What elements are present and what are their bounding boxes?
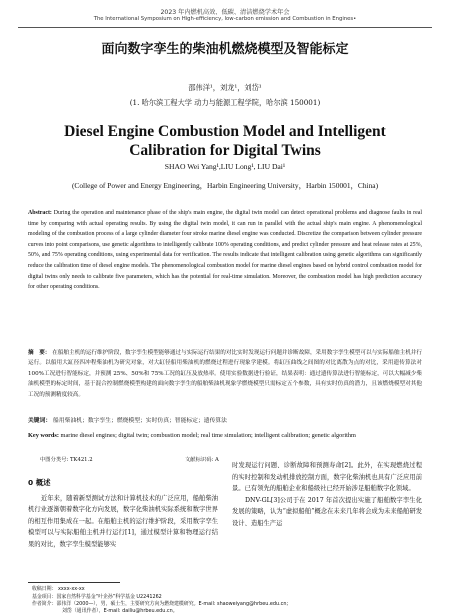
authors-en: SHAO Wei Yang¹,LIU Long¹, LIU Dai¹ [164, 162, 286, 171]
classification-number: 中图分类号: TK421.2 [40, 457, 93, 463]
section-heading: 0 概述 [28, 478, 51, 487]
title-cn: 面向数字孪生的柴油机燃烧模型及智能标定 [101, 42, 349, 57]
title-en-line2: Calibration for Digital Twins [129, 142, 321, 159]
document-code: 文献标识码: A [185, 457, 219, 463]
footnote-fund: 基金项目：国家自然科学基金“叶企孙”科学基金 U2241262 [32, 594, 162, 600]
abstract-en-text: During the operation and maintenance phase of the ship's main engine, the digital twin model can detect operational problems and diagnose faults in real time by comparing with actual operating results. By using the digital twin model, it can run in parallel with the actual ship's main engine. A phenomenological modeling of the combustion process of a large cylinder diameter four stroke marine diesel engine was conducted. Discretize the comparison between cylinder pressure curves into point comparisons, use genetic algorithms to intelligently calibrate 100% operating conditions, and predict cylinder pressure and heat release rates at 25%, 50%, and 75% operating conditions, using experimental data for verification. The results indicate that intelligent calibration using genetic algorithms can significantly reduce the calibration time of diesel engine models. The phenomenological combustion model for marine diesel engines based on hybrid control combustion model for digital twins only needs to calibrate five parameters, which has the potential for real-time simulation. Moreover, the combustion model has high prediction accuracy for other operating conditions. [28, 210, 422, 291]
body-column-left [28, 477, 218, 550]
footnote-corresponding: 刘岱（通讯作者），E-mail: dailiu@hrbeu.edu.cn。 [62, 608, 178, 614]
affiliation-cn: (1. 哈尔滨工程大学 动力与能源工程学院，哈尔滨 150001) [129, 98, 321, 107]
keywords-cn-label: 关键词： [28, 418, 52, 424]
abstract-cn [28, 348, 422, 400]
footnote-received: 收稿日期： xxxx-xx-xx [32, 586, 85, 592]
keywords-en-label: Key words: [28, 432, 59, 439]
abstract-en-label: Abstract: [28, 210, 52, 216]
affiliation-en: (College of Power and Energy Engineering，Harbin Engineering University，Harbin 150001，China) [71, 181, 379, 190]
footnote-rule [28, 582, 120, 583]
body-paragraph-right-2: DNV-GL[3]公司于在 2017 年首次提出实施了船舶数字孪生化发展的策略，认为“虚拟船舶”概念在未来几年将会成为未来船舶研发设计、造船生产运 [232, 496, 422, 527]
authors-cn: 邵伟洋¹，刘龙¹，刘岱¹ [188, 83, 262, 92]
body-column-right [232, 460, 422, 529]
abstract-cn-label: 摘 要： [28, 350, 51, 356]
title-en-line1: Diesel Engine Combustion Model and Intelligent [64, 123, 386, 140]
title-en [0, 122, 450, 160]
keywords-en-text: marine diesel engines; digital twin; combustion model; real time simulation; intelligent calibration; genetic algorithm [60, 432, 356, 439]
keywords-cn-text: 船用柴油机；数字孪生；燃烧模型；实时仿真；智能标定；遗传算法 [53, 418, 227, 424]
body-paragraph-right-1: 时发现运行问题、诊断故障和预测寿命[2]。此外，在实现燃烧过程的实时控制和发动机排放控制方面，数字化柴油机也具有广泛应用前景。已有领先的船舶企业和船级社已经开始涉足船舶数字化领域。 [232, 462, 422, 492]
footnote-author: 作者简介：邵伟洋（2000—），男，硕士生，主要研究方向为燃烧建模研究。E-mail: shaoweiyang@hrbeu.edu.cn; [32, 601, 289, 607]
header-rule [18, 27, 432, 28]
abstract-cn-text: 在船舶主机的运行维护阶段，数字孪生模型能够通过与实际运行结果的对比实时发现运行问题并诊断故障，采用数字孪生模型可以与实际船舶主机并行运行。以船用大缸径四冲程柴油机为研究对象，对大缸径船用柴油机的燃烧过程进行现象学建模。将缸压曲线之间图的对比离散为点的对比，采用遗传算法对 100%工况进行智能标定，并预测 25%、50%和 75%工况的缸压及放热率。使用实验数据进行验证，结果表明：通过遗传算法进行智能标定，可以大幅减少柴油机模型的标定时间，基于混合控制燃烧模型构建的面向数字孪生的船舶柴油机现象学燃烧模型只需标定五个参数，具有实时仿真的潜力，且该燃烧模型对其他工况的预测精度较高。 [28, 350, 422, 398]
keywords-cn [28, 415, 422, 424]
conference-header-en: The International Symposium on High-efficiency, low-carbon emission and Combustion in Engines• [93, 16, 357, 22]
conference-header-cn: 2023 年内燃机高效、低碳、清洁燃烧学术年会 [160, 9, 290, 16]
keywords-en [28, 430, 422, 441]
body-paragraph-left: 近年来，随着新型测试方法和计算机技术的广泛应用，船舶柴油机行业逐渐朝着数字化方向发展，数字化柴油机实际系统和数字世界的相互作用集成在一起。在船舶主机的运行维护阶段，采用数字孪生模型可以与实际船舶主机并行运行[1]，通过模型计算和物理运行结果的对比，数字孪生模型能够实 [28, 494, 218, 548]
abstract-en [28, 208, 422, 293]
